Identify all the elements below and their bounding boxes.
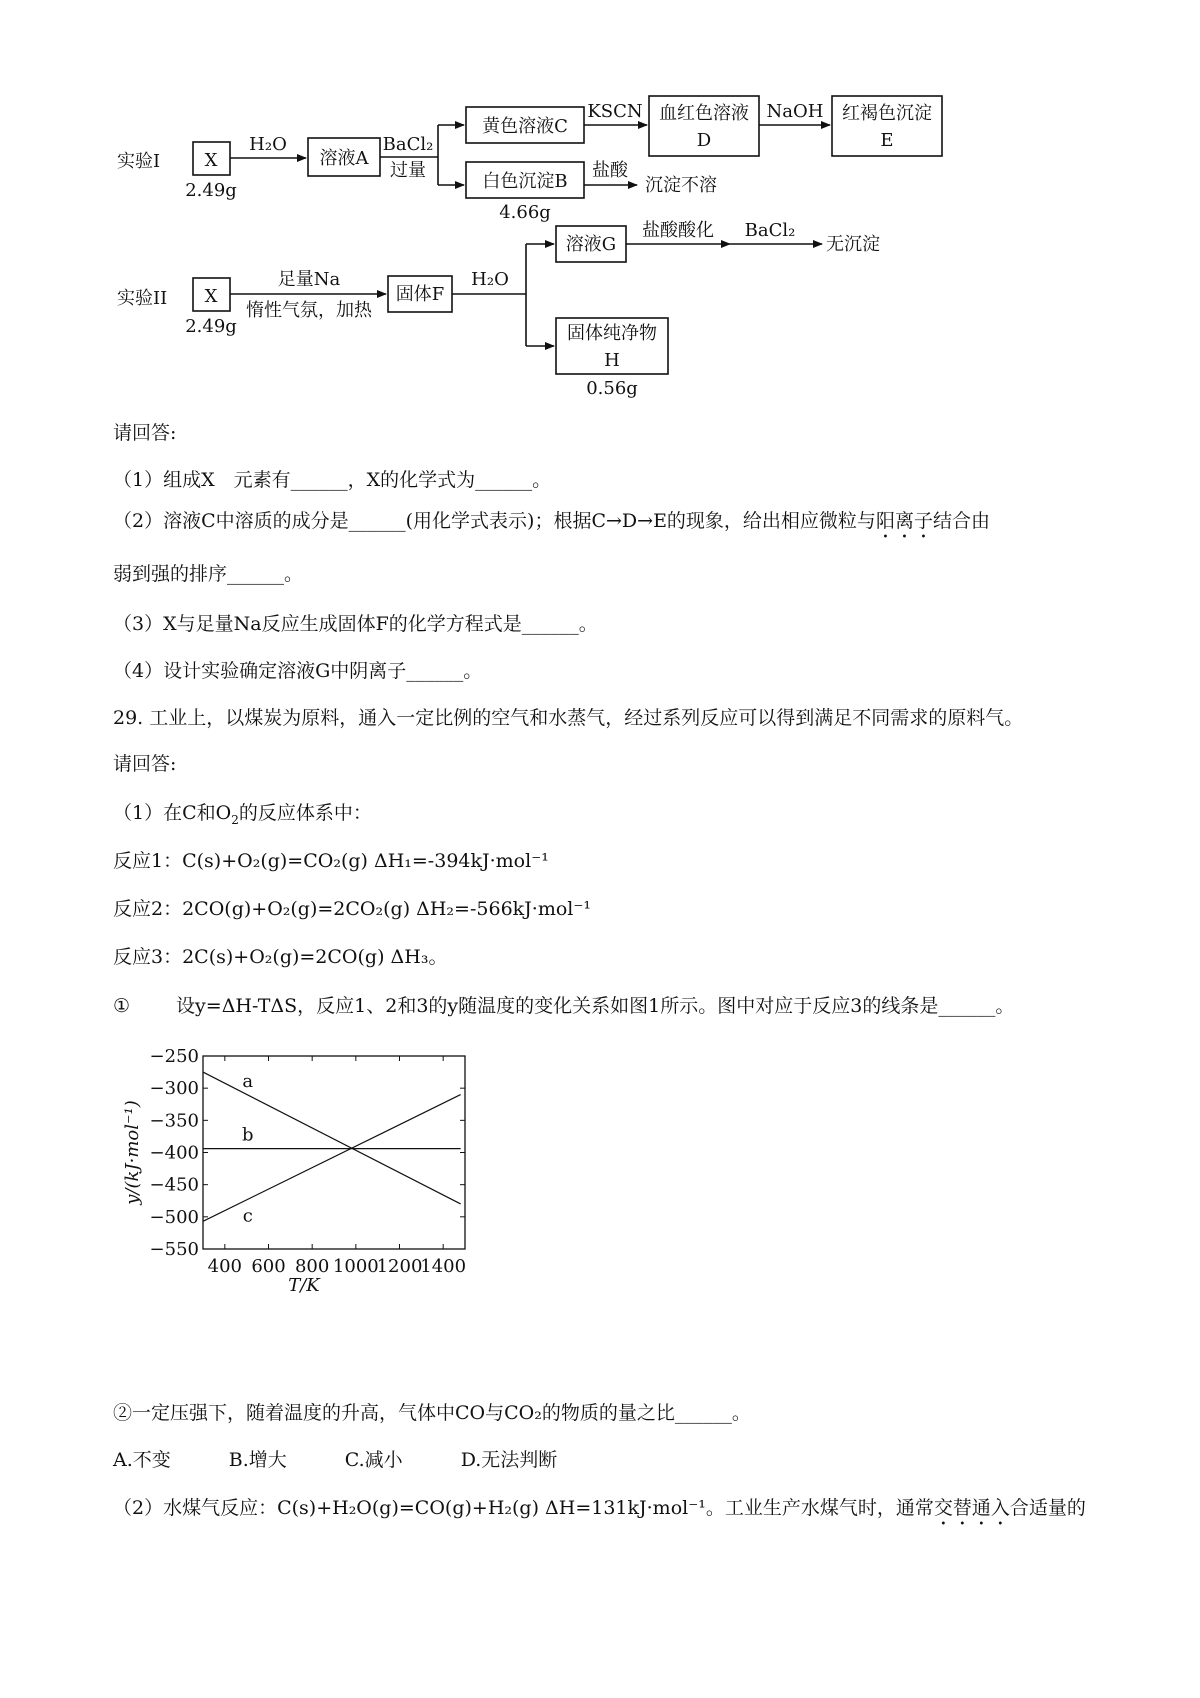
x-tick-label: 1000 [332,1256,379,1277]
y-tick-label: −450 [149,1174,199,1196]
y-tick-label: −550 [149,1239,199,1260]
q29-reaction-2: 反应2：2CO(g)+O₂(g)=2CO₂(g) ΔH₂=-566kJ·mol⁻¹ [113,898,592,920]
q28-part2-line1 [113,508,990,543]
q28-part3: （3）X与足量Na反应生成固体F的化学方程式是______。 [113,613,598,635]
exp1-x-text: X [204,150,218,171]
y-tick-label: −350 [149,1110,199,1132]
series-label-c: c [242,1205,253,1227]
x-tick-label: 1200 [376,1256,423,1277]
q29-sub2-text-a: （2）水煤气反应：C(s)+H₂O(g)=CO(g)+H₂(g) ΔH=131kJ·mol⁻¹。工业生产水煤气时，通常 [113,1497,934,1519]
exp1-solution-c: 黄色溶液C [482,116,568,137]
q29-circ2: ②一定压强下，随着温度的升高，气体中CO与CO₂的物质的量之比______。 [113,1402,751,1424]
exp1-white-ppt: 白色沉淀B [482,171,568,192]
q29-circ1-number: ① [113,995,131,1017]
exp2-solid-f: 固体F [395,284,445,305]
x-axis-label: T/K [288,1275,320,1296]
q28-part2-text-a: （2）溶液C中溶质的成分是______(用化学式表示)；根据C→D→E的现象，给出相应微粒与 [113,510,876,532]
exp1-solution-a: 溶液A [319,148,369,169]
exp1-white-ppt-mass: 4.66g [499,202,551,223]
q29-intro: 29. 工业上，以煤炭为原料，通入一定比例的空气和水蒸气，经过系列反应可以得到满足不同需求的原料气。 [113,707,1024,729]
choice-d: D.无法判断 [460,1449,558,1471]
exp1-x-mass: 2.49g [185,180,237,201]
q28-part2-line2: 弱到强的排序______。 [113,563,304,585]
x-tick-label: 600 [251,1256,286,1277]
experiment-flowchart [0,0,1200,400]
exp1-blood-red-2: D [696,130,712,151]
exp2-no-ppt: 无沉淀 [826,234,880,255]
series-line-c [203,1095,461,1222]
series-label-b: b [241,1124,254,1146]
exp2-pure-solid-1: 固体纯净物 [567,323,657,344]
q29-reaction-3: 反应3：2C(s)+O₂(g)=2CO(g) ΔH₃。 [113,946,448,968]
exp2-solution-g: 溶液G [565,234,617,255]
y-tick-label: −250 [149,1046,199,1067]
exp1-step1-reagent: H₂O [249,134,287,155]
exp2-pure-solid-2: H [604,350,620,371]
x-tick-label: 400 [207,1256,243,1277]
exp2-pure-solid-mass: 0.56g [586,378,638,399]
q29-sub1-text-a: （1）在C和O [113,802,232,824]
q28-part4: （4）设计实验确定溶液G中阴离子______。 [113,660,483,682]
choice-a: A.不变 [113,1449,171,1471]
exp1-insoluble: 沉淀不溶 [645,175,717,196]
x-tick-label: 1400 [420,1256,467,1277]
exp2-label: 实验II [117,288,168,309]
exp1-blood-red-1: 血红色溶液 [659,103,749,124]
q29-sub1-text-b: 的反应体系中： [238,802,372,824]
figure1-chart [118,1040,518,1340]
exp1-excess: 过量 [390,160,426,181]
q29-choices [113,1447,615,1473]
exp2-h2o: H₂O [471,269,509,290]
q28-part2-emphasis: 阳离子 [875,510,933,532]
exp2-na-reagent: 足量Na [277,269,341,290]
exp1-naoh: NaOH [766,101,824,122]
q29-circ1-text: 设y=ΔH-TΔS，反应1、2和3的y随温度的变化关系如图1所示。图中对应于反应3的线条是______。 [176,995,1015,1017]
q29-sub2-emphasis: 交替通入 [933,1497,1010,1519]
q29-sub1 [113,800,372,833]
exp2-acidify: 盐酸酸化 [642,220,714,241]
q28-prompt: 请回答: [113,422,177,444]
q29-circ1 [113,993,1014,1019]
exp2-x-text: X [204,286,218,307]
series-label-a: a [242,1070,254,1092]
y-tick-label: −400 [149,1142,199,1164]
exp1-bacl2: BaCl₂ [382,134,434,155]
exp1-red-brown-1: 红褐色沉淀 [842,103,932,124]
choice-c: C.减小 [344,1449,403,1471]
q28-part1: （1）组成X 元素有______，X的化学式为______。 [113,469,552,491]
y-tick-label: −500 [149,1206,199,1228]
x-tick-label: 800 [294,1256,330,1277]
exp2-x-mass: 2.49g [185,316,237,337]
exp1-hcl: 盐酸 [592,160,628,181]
exp1-kscn: KSCN [587,101,643,122]
y-axis-label: y/(kJ·mol⁻¹) [122,1100,143,1205]
choice-b: B.增大 [228,1449,287,1471]
q29-sub2-text-b: 合适量的 [1009,1497,1086,1519]
q29-sub2 [113,1495,1086,1530]
exp2-conditions: 惰性气氛，加热 [246,300,372,321]
exp1-red-brown-2: E [880,130,894,151]
q29-sub1-subscript: 2 [231,812,239,827]
exp2-bacl2: BaCl₂ [744,220,796,241]
q28-part2-text-b: 结合由 [932,510,990,532]
exp1-label: 实验I [117,151,161,172]
q29-prompt: 请回答: [113,753,177,775]
y-tick-label: −300 [149,1078,199,1100]
q29-reaction-1: 反应1：C(s)+O₂(g)=CO₂(g) ΔH₁=-394kJ·mol⁻¹ [113,850,549,872]
